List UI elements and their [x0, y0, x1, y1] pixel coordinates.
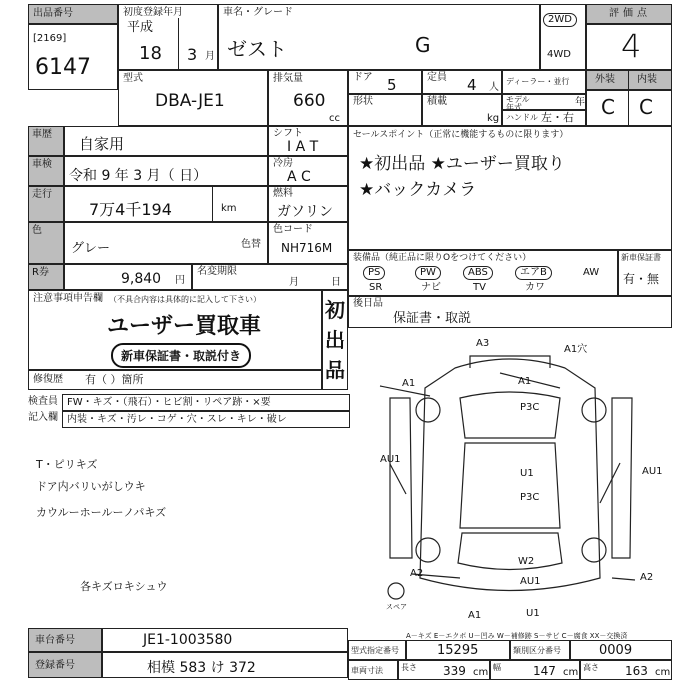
shift-value: I A T [287, 139, 319, 155]
spec-model-label-cell [348, 640, 406, 660]
mileage-label-cell [28, 186, 64, 222]
note-u1: U1 [520, 468, 534, 479]
sales-label: セールスポイント（正常に機能するものに限ります） [353, 130, 569, 140]
reg-label: 初度登録年月 [123, 7, 183, 18]
spec-len-value: 339 [443, 664, 466, 678]
notes-cell [28, 290, 322, 370]
spec-wid-cell [490, 660, 580, 680]
spec-len-cell [398, 660, 490, 680]
recycle-label: R券 [32, 267, 49, 278]
recycle-label-cell [28, 264, 64, 290]
color-code-cell [268, 222, 348, 264]
exterior-label: 外装 [595, 74, 615, 85]
note-a2-left: A2 [410, 568, 424, 579]
model-value: DBA-JE1 [155, 91, 225, 111]
score-label-cell [586, 4, 672, 24]
usage-label: 車歴 [32, 129, 52, 140]
name-change-month: 月 [289, 277, 299, 288]
reg-year: 18 [139, 43, 162, 64]
usage-cell [64, 126, 268, 156]
equipment-label: 装備品（純正品に限りOをつけてください） [353, 253, 532, 263]
plate-label: 登録番号 [35, 660, 75, 671]
note-au1-bottom: AU1 [520, 576, 541, 587]
lot-number: 6147 [35, 55, 91, 80]
car-label: 車名・グレード [223, 7, 293, 18]
inspector-interior-text: 内装・キズ・汚レ・コゲ・穴・スレ・キレ・破レ [67, 414, 287, 425]
score-sub-labels [586, 70, 672, 90]
cooling-value: A C [287, 169, 311, 185]
spec-class-label-cell [510, 640, 570, 660]
usage-value: 自家用 [79, 135, 125, 153]
spec-model-value: 15295 [437, 643, 479, 658]
note-u-bottom: U1 [526, 608, 540, 619]
displacement-value: 660 [293, 91, 326, 111]
note-au1-left: AU1 [380, 454, 401, 465]
displacement-label: 排気量 [273, 73, 303, 84]
handwritten-line3: カウルーホールーノパキズ [36, 506, 167, 519]
mileage-divider [212, 186, 213, 222]
inspection-cell [64, 156, 268, 186]
exterior-value: C [601, 95, 615, 119]
equip-pw: PW [415, 266, 441, 280]
warranty-label: 新車保証書 [621, 253, 661, 262]
score-label: 評価点 [609, 8, 651, 19]
capacity-label: 定員 [427, 72, 447, 83]
fuel-cell [268, 186, 348, 222]
score-value: 4 [621, 27, 642, 65]
first-listing-mark: 初出品 [325, 298, 345, 382]
equip-aw: AW [583, 267, 600, 278]
equip-sr: SR [369, 282, 383, 293]
equip-abs: ABS [463, 266, 493, 280]
cooling-cell [268, 156, 348, 186]
recycle-value: 9,840 [121, 271, 162, 287]
damage-legend: A－キズ E－エクボ U－凹み W－補修跡 S－サビ C－腐食 XX－交換済 [406, 632, 628, 640]
mileage-cell [64, 186, 268, 222]
plate-value: 相模 583 け 372 [147, 660, 256, 676]
door-value: 5 [387, 76, 397, 94]
color-label-cell [28, 222, 64, 264]
inspector-label2: 記入欄 [28, 412, 58, 423]
drive-cell [540, 4, 586, 70]
sales-cell [348, 126, 672, 250]
sales-line1: ★初出品 ★ユーザー買取り [359, 154, 565, 174]
equip-ps: PS [363, 266, 385, 280]
notes-sub: （不具合内容は具体的に記入して下さい） [109, 295, 261, 304]
color-label: 色 [32, 225, 42, 236]
spec-model-label: 型式指定番号 [351, 646, 399, 655]
capacity-cell [422, 70, 502, 94]
shift-cell [268, 126, 348, 156]
equip-navi: ナビ [421, 282, 441, 293]
handle-label: ハンドル [506, 113, 538, 122]
lot-label-cell [28, 4, 118, 24]
load-cell [422, 94, 502, 126]
inspector-labels [28, 394, 62, 428]
chassis-value: JE1-1003580 [143, 632, 233, 648]
equip-airbag: エアB [515, 266, 552, 280]
plate-cell [102, 652, 348, 678]
handle-cell [502, 110, 586, 126]
inspection-label: 車検 [32, 159, 52, 170]
note-w2: W2 [518, 556, 535, 567]
load-unit: kg [487, 113, 500, 124]
notes-headline: ユーザー買取車 [107, 314, 262, 339]
spec-class-value: 0009 [599, 643, 633, 658]
inspection-value: 令和 9 年 3 月（ 日） [69, 168, 208, 184]
spec-class-label: 類別区分番号 [513, 646, 561, 655]
lot-label: 出品番号 [33, 8, 73, 19]
score-sub-values [586, 90, 672, 126]
name-change-cell [192, 264, 348, 290]
handwritten-line2: ドア内バリいがしウキ [36, 480, 146, 493]
inspector-fw-text: FW・キズ・（飛石）・ヒビ割・リペア跡・×要 [67, 397, 271, 408]
drive-2wd: 2WD [543, 13, 577, 27]
spec-hei-unit: cm [655, 667, 671, 678]
note-p-mid: P3C [520, 492, 540, 503]
reg-cell [118, 4, 218, 70]
repair-label: 修復歴 [33, 374, 63, 385]
inspector-fw [62, 394, 350, 411]
shape-label: 形状 [353, 96, 373, 107]
displacement-unit: cc [329, 113, 340, 124]
capacity-value: 4 [467, 76, 477, 94]
inspector-interior [62, 411, 350, 428]
spec-class-cell [570, 640, 672, 660]
door-cell [348, 70, 422, 94]
car-name: ゼスト [227, 37, 287, 61]
name-change-day: 日 [331, 277, 341, 288]
spec-wid-value: 147 [533, 664, 556, 678]
note-a1-bottom: A1 [468, 610, 482, 621]
car-grade: G [415, 33, 431, 57]
spec-wid-unit: cm [563, 667, 579, 678]
diagram-labels [350, 328, 672, 628]
reg-era: 平成 [127, 20, 154, 35]
load-label: 積載 [427, 96, 447, 107]
equip-tv: TV [473, 282, 486, 293]
usage-label-cell [28, 126, 64, 156]
name-change-label: 名変期限 [197, 266, 237, 277]
reg-divider [178, 18, 179, 70]
spec-hei-cell [580, 660, 672, 680]
warranty-value: 有・無 [623, 272, 660, 286]
handle-value: 左・右 [541, 111, 574, 124]
spec-len-label: 長さ [401, 663, 417, 672]
dealer-label: ディーラー・並行 [506, 77, 570, 86]
color-change-label: 色替 [241, 239, 261, 250]
notes-stamp: 新車保証書・取説付き [111, 343, 251, 368]
chassis-label-cell [28, 628, 102, 652]
color-code-value: NH716M [281, 241, 333, 255]
spec-dims-label: 車両寸法 [351, 666, 383, 675]
note-a1-mid: A1 [518, 376, 532, 387]
note-a2-right: A2 [640, 572, 654, 583]
displacement-cell [268, 70, 348, 126]
shape-cell [348, 94, 422, 126]
chassis-cell [102, 628, 348, 652]
color-cell [64, 222, 268, 264]
repair-cell [28, 370, 322, 390]
interior-label: 内装 [637, 74, 657, 85]
color-value: グレー [71, 241, 111, 256]
note-a3: A3 [476, 338, 490, 349]
lot-code: [2169] [33, 33, 67, 44]
interior-value: C [639, 95, 653, 119]
recycle-cell [64, 264, 192, 290]
fuel-value: ガソリン [277, 204, 333, 220]
color-code-label: 色コード [273, 224, 313, 235]
attached-label: 後日品 [353, 298, 383, 309]
note-spare: スペア [386, 603, 407, 611]
reg-month-unit: 月 [205, 51, 215, 62]
inspection-label-cell [28, 156, 64, 186]
note-a1-left: A1 [402, 378, 416, 389]
note-p-top: P3C [520, 402, 540, 413]
drive-4wd: 4WD [547, 49, 571, 60]
mileage-unit: km [221, 203, 237, 214]
spec-dims-label-cell [348, 660, 398, 680]
repair-value: 有（ ）箇所 [85, 373, 144, 386]
notes-label: 注意事項申告欄 [33, 293, 103, 304]
attached-cell [348, 296, 672, 328]
note-a1-top: A1穴 [564, 344, 588, 355]
mileage-label: 走行 [32, 189, 52, 200]
score-sub-divider [628, 70, 629, 126]
attached-value: 保証書・取説 [393, 311, 472, 326]
chassis-label: 車台番号 [35, 635, 75, 646]
model-year-label: モデル年式 [506, 95, 530, 112]
recycle-unit: 円 [175, 275, 185, 286]
spec-wid-label: 幅 [493, 663, 501, 672]
spec-hei-label: 高さ [583, 663, 599, 672]
model-label: 型式 [123, 73, 143, 84]
lot-cell [28, 24, 118, 90]
mileage-value: 7万4千194 [89, 200, 172, 219]
capacity-unit: 人 [489, 82, 499, 93]
spec-len-unit: cm [473, 667, 489, 678]
spec-model-cell [406, 640, 510, 660]
handwritten-line1: T・ピリキズ [36, 458, 98, 471]
car-cell [218, 4, 540, 70]
shift-label: シフト [273, 128, 303, 139]
warranty-cell [618, 250, 672, 296]
handwritten-line4: 各キズロキシュウ [80, 580, 168, 593]
reg-month: 3 [187, 45, 198, 64]
note-au1-right: AU1 [642, 466, 663, 477]
dealer-cell [502, 70, 586, 94]
spec-hei-value: 163 [625, 664, 648, 678]
model-year-unit: 年 [575, 97, 585, 108]
model-cell [118, 70, 268, 126]
equipment-cell [348, 250, 618, 296]
door-label: ドア [353, 72, 373, 83]
fuel-label: 燃料 [273, 188, 293, 199]
plate-label-cell [28, 652, 102, 678]
inspector-label: 検査員 [28, 396, 58, 407]
equip-leather: カワ [525, 282, 545, 293]
cooling-label: 冷房 [273, 158, 293, 169]
first-listing-cell [322, 290, 348, 390]
model-year-cell [502, 94, 586, 110]
score-cell [586, 24, 672, 70]
sales-line2: ★バックカメラ [359, 180, 477, 200]
